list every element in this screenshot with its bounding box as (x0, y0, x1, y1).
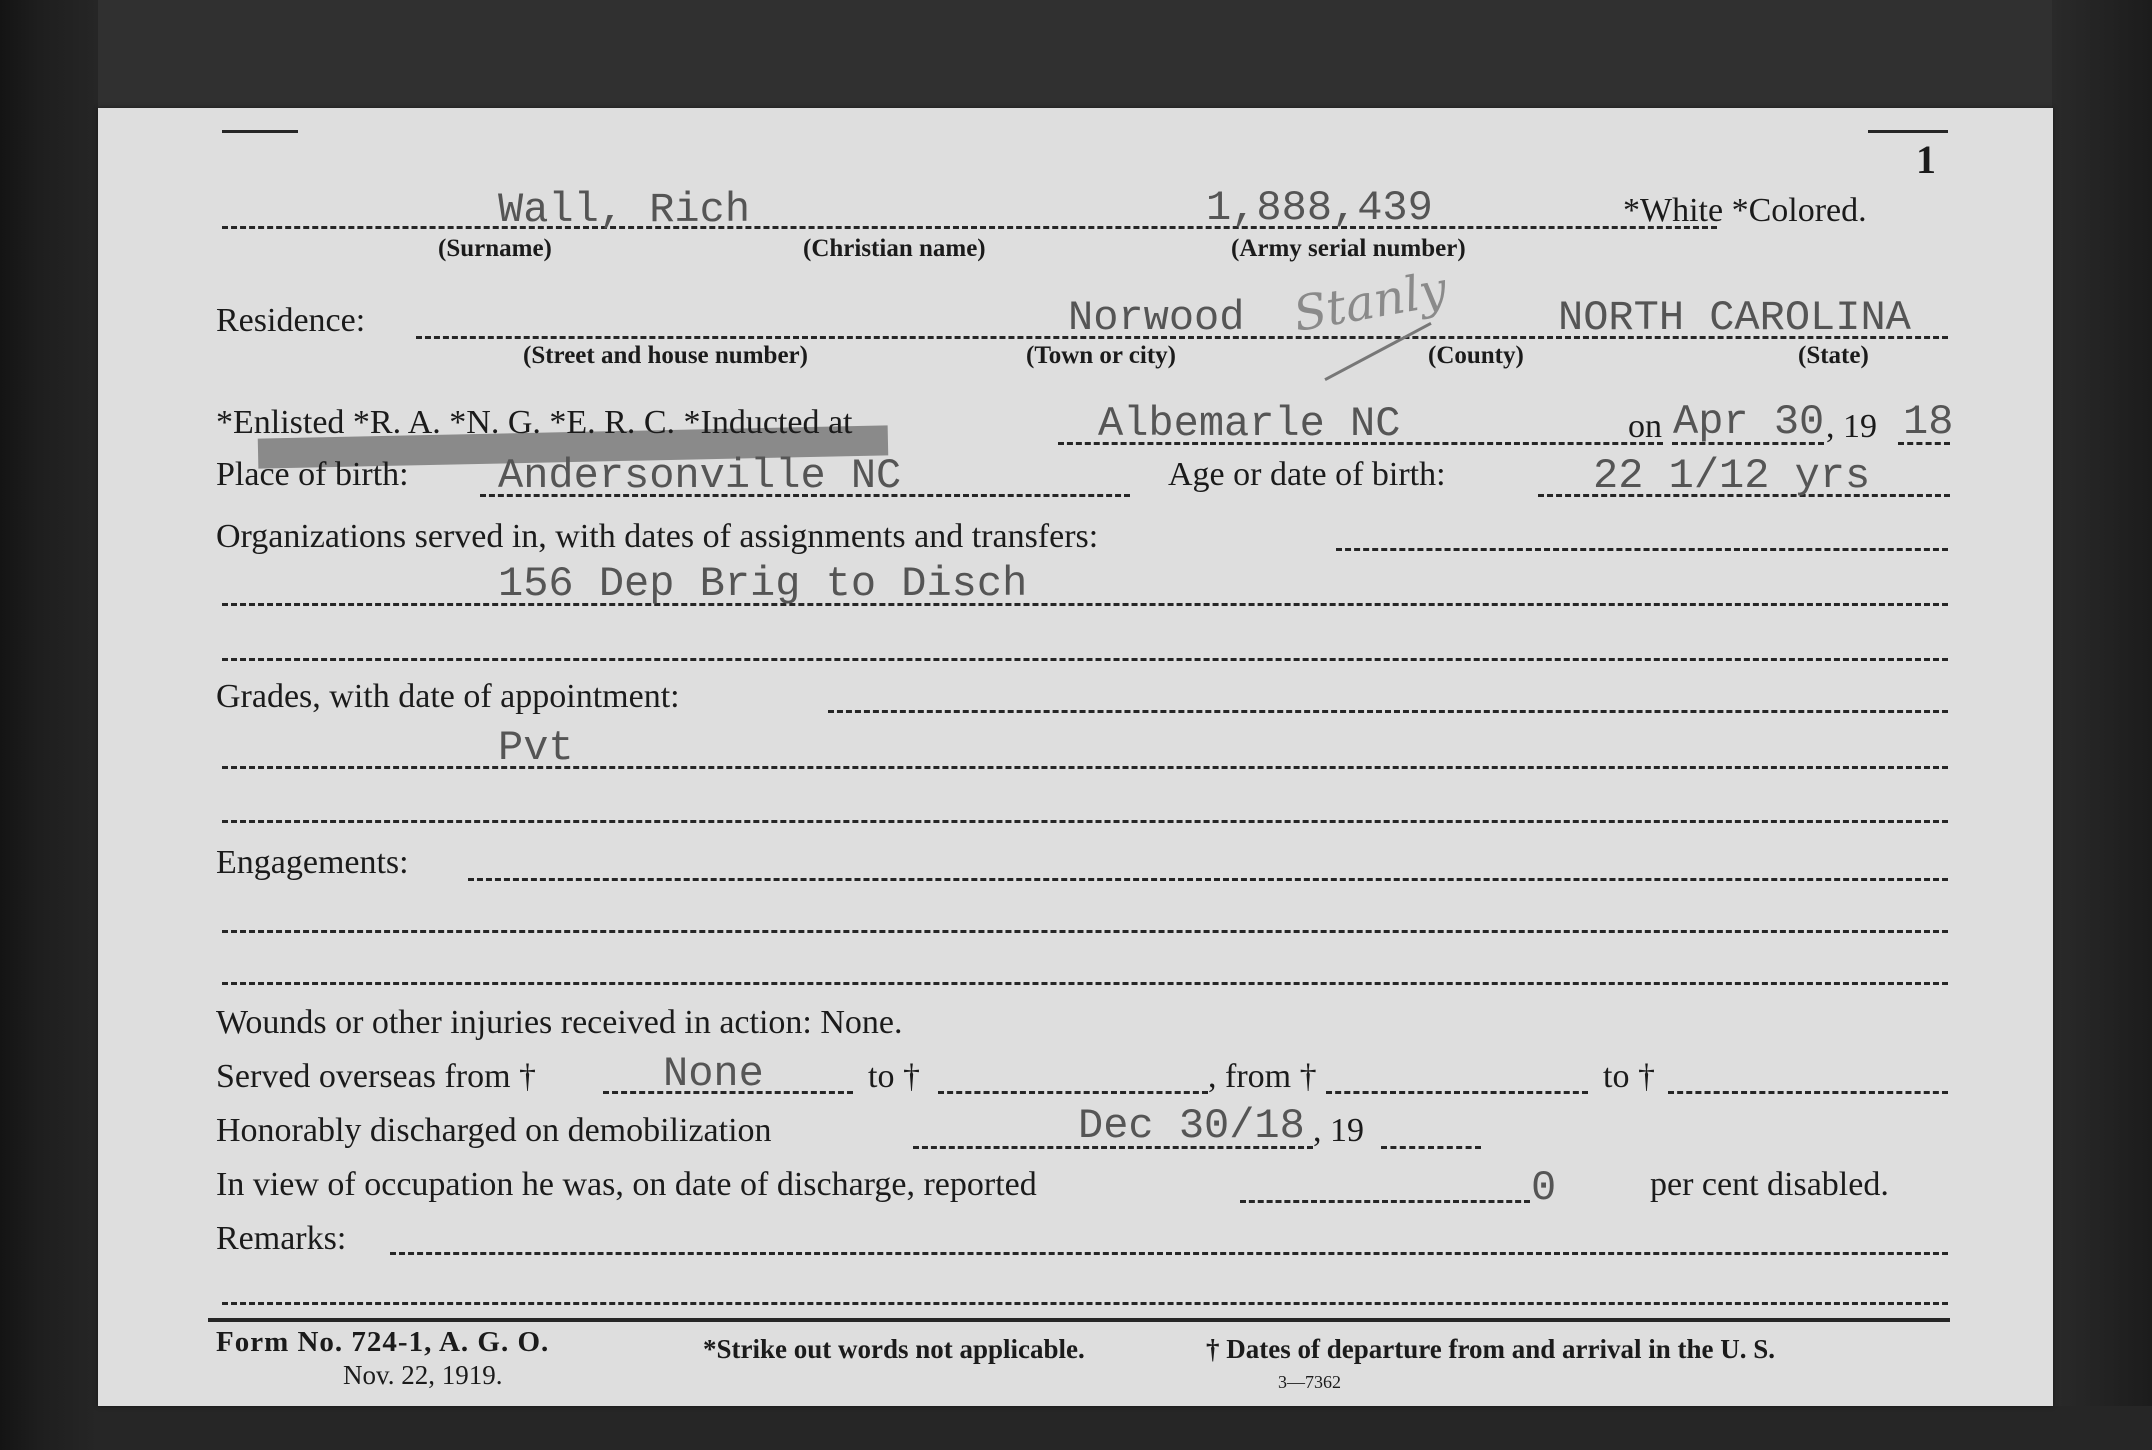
serial-value: 1,888,439 (1206, 184, 1433, 232)
engagements-line-3 (222, 982, 1948, 985)
inducted-date: Apr 30 (1673, 398, 1825, 446)
street-caption: (Street and house number) (523, 342, 808, 369)
scan-border-bottom (98, 1406, 2152, 1450)
organizations-label: Organizations served in, with dates of assignments and transfers: (216, 518, 1099, 555)
overseas-to2-line (1668, 1091, 1948, 1094)
county-caption: (County) (1428, 342, 1524, 369)
organizations-line-3 (222, 658, 1948, 661)
discharge-label: Honorably discharged on demobilization (216, 1112, 772, 1149)
overseas-to2-label: to † (1603, 1058, 1655, 1095)
inducted-on-label: on (1628, 408, 1662, 445)
overseas-to-label: to † (868, 1058, 920, 1095)
birth-place-value: Andersonville NC (498, 452, 902, 500)
discharge-value: Dec 30/18 (1078, 1102, 1305, 1150)
dates-note: † Dates of departure from and arrival in the U. S. (1206, 1334, 1775, 1364)
disability-label: In view of occupation he was, on date of discharge, reported (216, 1166, 1037, 1203)
top-right-rule (1868, 130, 1948, 133)
inducted-at-value: Albemarle NC (1098, 400, 1401, 448)
christian-name-caption: (Christian name) (803, 235, 986, 262)
grades-value: Pvt (498, 724, 574, 772)
engagements-label: Engagements: (216, 844, 409, 881)
service-record-card (98, 108, 2053, 1406)
age-label: Age or date of birth: (1168, 456, 1446, 493)
strike-out-note: *Strike out words not applicable. (703, 1334, 1085, 1364)
discharge-year-prefix: , 19 (1313, 1112, 1364, 1149)
top-left-rule (222, 130, 298, 133)
remarks-label: Remarks: (216, 1220, 347, 1257)
engagements-line-2 (222, 930, 1948, 933)
engagements-line-1 (468, 878, 1948, 881)
print-code: 3—7362 (1278, 1372, 1341, 1392)
surname-caption: (Surname) (438, 235, 552, 262)
residence-state: NORTH CAROLINA (1558, 294, 1911, 342)
scan-border-left (0, 0, 98, 1450)
overseas-from2-label: , from † (1208, 1058, 1317, 1095)
scan-border-right (2052, 0, 2152, 1450)
inducted-year-prefix: , 19 (1826, 408, 1877, 445)
age-value: 22 1/12 yrs (1593, 452, 1871, 500)
grades-line-2 (222, 766, 1948, 769)
wounds-text: Wounds or other injuries received in action: None. (216, 1004, 903, 1041)
footer-rule (208, 1318, 1950, 1322)
discharge-year-line (1381, 1146, 1481, 1149)
serial-caption: (Army serial number) (1231, 235, 1466, 262)
race-options: *White *Colored. (1623, 192, 1867, 229)
name-line (222, 226, 1717, 229)
organizations-line-1 (1336, 548, 1948, 551)
birth-place-label: Place of birth: (216, 456, 409, 493)
organizations-value: 156 Dep Brig to Disch (498, 560, 1028, 608)
form-number: Form No. 724-1, A. G. O. (216, 1326, 550, 1358)
name-value: Wall, Rich (498, 186, 751, 234)
form-date: Nov. 22, 1919. (343, 1360, 503, 1390)
residence-town: Norwood (1068, 294, 1245, 342)
residence-label: Residence: (216, 302, 366, 339)
disability-value: 0 (1531, 1164, 1557, 1212)
grades-line-1 (828, 710, 1948, 713)
inducted-year-suffix: 18 (1903, 398, 1954, 446)
remarks-line-2 (222, 1302, 1948, 1305)
grades-line-3 (222, 820, 1948, 823)
town-caption: (Town or city) (1026, 342, 1176, 369)
remarks-line-1 (390, 1252, 1948, 1255)
overseas-to-line (938, 1091, 1208, 1094)
overseas-from-value: None (663, 1050, 764, 1098)
overseas-from-label: Served overseas from † (216, 1058, 537, 1095)
residence-county-handwritten: Stanly (1289, 261, 1451, 343)
disability-suffix: per cent disabled. (1650, 1166, 1889, 1203)
organizations-line-2 (222, 603, 1948, 606)
state-caption: (State) (1798, 342, 1869, 369)
card-number: 1 (1916, 137, 1936, 182)
grades-label: Grades, with date of appointment: (216, 678, 680, 715)
enlisted-options: *Enlisted *R. A. *N. G. *E. R. C. *Inducted at (216, 404, 853, 441)
overseas-from2-line (1326, 1091, 1588, 1094)
scan-border-top (98, 0, 2152, 108)
disability-line (1240, 1200, 1530, 1203)
